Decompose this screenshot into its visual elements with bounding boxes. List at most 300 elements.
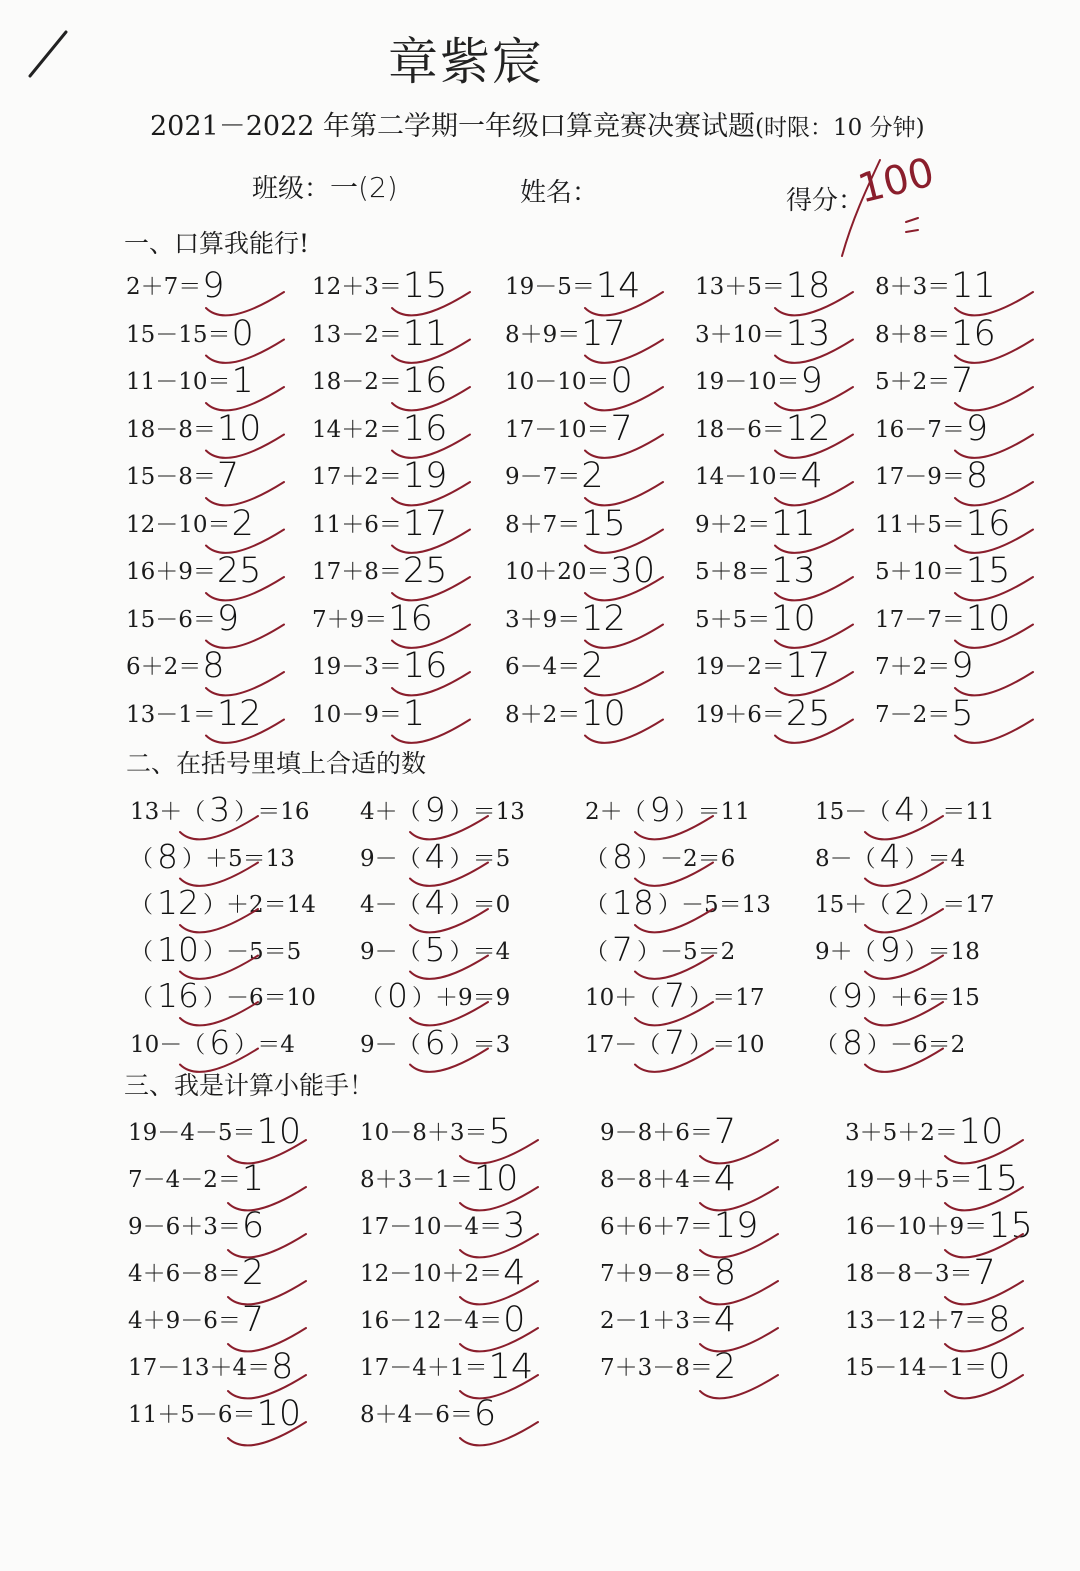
problem-prefix: 4－（ — [360, 892, 421, 918]
mixed-calc-problem — [128, 1253, 264, 1293]
student-answer: 9 — [216, 598, 240, 639]
problem-expression: 17－4＋1＝ — [360, 1355, 488, 1381]
name-label: 姓名： — [520, 178, 599, 208]
oral-problem — [505, 694, 626, 734]
oral-problem — [875, 266, 996, 306]
problem-suffix: ）＋2＝14 — [203, 892, 316, 918]
problem-prefix: 8－（ — [815, 845, 876, 872]
oral-problem — [875, 314, 996, 354]
oral-problem — [505, 266, 640, 306]
problem-expression: 17－10－4＝ — [360, 1214, 503, 1240]
fill-blank-problem — [585, 930, 735, 969]
mixed-calc-problem — [600, 1300, 736, 1340]
problem-expression: 8＋8＝ — [875, 321, 951, 348]
problem-expression: 17－10＝ — [505, 416, 610, 443]
problem-expression: 19－3＝ — [312, 654, 402, 680]
student-answer: 4 — [879, 836, 901, 876]
mixed-calc-problem — [360, 1300, 525, 1340]
problem-prefix: 9－（ — [360, 938, 421, 965]
mixed-calc-problem — [845, 1112, 1003, 1152]
mixed-calc-problem — [845, 1253, 996, 1293]
problem-expression: 7－2＝ — [875, 701, 951, 728]
problem-prefix: 17－（ — [585, 1031, 661, 1058]
oral-problem — [126, 456, 239, 496]
oral-problem — [875, 551, 1010, 591]
oral-problem — [695, 504, 816, 544]
student-answer: 8 — [842, 1022, 863, 1062]
oral-problem — [126, 551, 261, 591]
oral-problem — [875, 409, 988, 449]
fill-blank-problem — [360, 837, 510, 876]
student-answer: 1 — [241, 1159, 265, 1199]
problem-expression: 6＋2＝ — [126, 654, 202, 680]
student-answer: 25 — [785, 693, 831, 734]
fill-blank-problem — [815, 837, 965, 876]
mixed-calc-problem — [128, 1112, 301, 1152]
problem-prefix: （ — [130, 938, 153, 965]
fill-blank-problem — [815, 883, 995, 922]
problem-expression: 16＋9＝ — [126, 559, 216, 585]
oral-problem — [312, 314, 447, 354]
fill-blank-problem — [815, 790, 995, 829]
problem-suffix: ）＝4 — [234, 1031, 295, 1058]
student-answer: 2 — [581, 456, 604, 496]
student-answer: 7 — [610, 408, 633, 449]
oral-problem — [312, 504, 447, 544]
oral-problem — [312, 551, 447, 591]
student-answer: 9 — [800, 361, 823, 401]
problem-suffix: ）＝4 — [449, 938, 511, 965]
student-answer: 9 — [965, 408, 989, 449]
student-answer: 10 — [256, 1112, 302, 1152]
problem-expression: 18－8－3＝ — [845, 1261, 973, 1287]
problem-suffix: ）＝17 — [689, 985, 765, 1011]
problem-expression: 3＋9＝ — [505, 606, 581, 633]
student-answer: 7 — [241, 1300, 265, 1340]
oral-problem — [875, 456, 988, 496]
student-answer: 15 — [402, 266, 448, 306]
oral-problem — [695, 694, 830, 734]
problem-expression: 10－10＝ — [505, 369, 610, 395]
student-answer: 16 — [402, 361, 448, 401]
student-answer: 15 — [581, 503, 626, 544]
problem-suffix: ）－6＝10 — [203, 985, 316, 1011]
fill-blank-problem — [130, 976, 316, 1015]
student-answer: 19 — [713, 1206, 759, 1246]
problem-expression: 15－15＝ — [126, 321, 231, 348]
student-answer: 3 — [503, 1206, 526, 1246]
problem-suffix: ）＝11 — [674, 799, 750, 825]
student-answer: 2 — [581, 646, 604, 686]
problem-expression: 10－8＋3＝ — [360, 1120, 488, 1146]
fill-blank-problem — [585, 790, 750, 829]
student-answer: 11 — [951, 266, 996, 306]
problem-expression: 2＋7＝ — [126, 274, 202, 300]
problem-expression: 15－6＝ — [126, 606, 216, 633]
problem-expression: 12－10＋2＝ — [360, 1261, 503, 1287]
fill-blank-problem — [360, 883, 510, 922]
student-answer: 14 — [595, 266, 641, 306]
problem-expression: 19－2＝ — [695, 654, 785, 680]
oral-problem — [126, 504, 254, 544]
student-answer: 10 — [216, 408, 262, 449]
score-mark-dash — [906, 218, 918, 232]
problem-expression: 7－4－2＝ — [128, 1167, 241, 1193]
oral-problem — [505, 599, 626, 639]
mixed-calc-problem — [845, 1300, 1010, 1340]
student-answer: 7 — [216, 456, 240, 496]
fill-blank-problem — [130, 790, 310, 829]
problem-expression: 14＋2＝ — [312, 416, 402, 443]
student-answer: 15 — [988, 1206, 1033, 1246]
problem-expression: 5＋5＝ — [695, 606, 771, 633]
oral-problem — [875, 599, 1010, 639]
student-answer: 16 — [402, 646, 448, 686]
student-answer: 10 — [581, 693, 626, 734]
problem-suffix: ）＋5＝13 — [182, 845, 295, 872]
student-answer: 4 — [424, 836, 446, 876]
student-answer: 8 — [612, 836, 633, 876]
oral-problem — [126, 361, 254, 401]
student-answer: 19 — [402, 456, 448, 496]
problem-suffix: ）＝4 — [904, 845, 966, 872]
student-answer: 2 — [241, 1253, 265, 1293]
fill-blank-problem — [585, 883, 771, 922]
student-answer: 9 — [649, 790, 671, 829]
mixed-calc-problem — [360, 1347, 533, 1387]
student-answer: 8 — [202, 646, 225, 686]
oral-problem — [695, 409, 830, 449]
oral-problem — [312, 646, 447, 686]
problem-expression: 8＋3＝ — [875, 274, 951, 300]
problem-expression: 5＋8＝ — [695, 559, 771, 585]
problem-expression: 13－12＋7＝ — [845, 1308, 988, 1334]
problem-expression: 8＋9＝ — [505, 321, 581, 348]
problem-expression: 16－10＋9＝ — [845, 1214, 988, 1240]
oral-problem — [126, 409, 261, 449]
problem-expression: 15－14－1＝ — [845, 1355, 988, 1381]
student-answer: 0 — [610, 361, 633, 401]
oral-problem — [505, 361, 633, 401]
oral-problem — [695, 456, 823, 496]
problem-prefix: 13＋（ — [130, 799, 206, 825]
student-answer: 9 — [202, 266, 225, 306]
student-answer: 10 — [771, 598, 816, 639]
oral-problem — [505, 551, 655, 591]
student-answer: 0 — [387, 976, 408, 1015]
problem-expression: 6＋6＋7＝ — [600, 1214, 713, 1240]
student-answer: 3 — [209, 790, 231, 829]
problem-expression: 17－9＝ — [875, 464, 965, 490]
problem-prefix: 4＋（ — [360, 799, 421, 825]
problem-expression: 18－2＝ — [312, 369, 402, 395]
student-answer: 9 — [424, 790, 446, 829]
oral-problem — [312, 361, 447, 401]
problem-expression: 7＋3－8＝ — [600, 1355, 713, 1381]
problem-expression: 18－8＝ — [126, 416, 216, 443]
mixed-calc-problem — [600, 1347, 736, 1387]
problem-expression: 11＋5－6＝ — [128, 1402, 256, 1428]
problem-prefix: （ — [815, 985, 838, 1011]
problem-expression: 2－1＋3＝ — [600, 1308, 713, 1334]
problem-expression: 13－1＝ — [126, 701, 216, 728]
mixed-calc-problem — [128, 1206, 264, 1246]
problem-suffix: ）＝13 — [449, 799, 525, 825]
problem-expression: 8＋2＝ — [505, 701, 581, 728]
student-answer: 10 — [256, 1394, 302, 1434]
problem-expression: 9＋2＝ — [695, 511, 771, 538]
oral-problem — [505, 456, 604, 496]
problem-suffix: ）＝17 — [919, 892, 995, 918]
fill-blank-problem — [360, 976, 510, 1015]
problem-prefix: （ — [585, 892, 608, 918]
problem-suffix: ）－2＝6 — [637, 845, 736, 872]
student-answer: 7 — [713, 1112, 737, 1152]
student-answer: 2 — [894, 883, 916, 922]
problem-prefix: 10－（ — [130, 1031, 206, 1058]
problem-expression: 3＋5＋2＝ — [845, 1120, 958, 1146]
student-answer: 9 — [842, 976, 863, 1015]
problem-suffix: ）＝5 — [449, 845, 511, 872]
problem-expression: 13＋5＝ — [695, 274, 785, 300]
problem-prefix: 9＋（ — [815, 938, 876, 965]
mixed-calc-problem — [600, 1112, 736, 1152]
problem-expression: 8＋3－1＝ — [360, 1167, 473, 1193]
problem-prefix: 9－（ — [360, 845, 421, 872]
problem-expression: 9－7＝ — [505, 464, 581, 490]
student-answer: 8 — [157, 836, 178, 876]
fill-blank-problem — [585, 837, 735, 876]
problem-prefix: （ — [360, 985, 383, 1011]
problem-expression: 19－10＝ — [695, 369, 800, 395]
fill-blank-problem — [130, 883, 316, 922]
oral-problem — [126, 646, 225, 686]
problem-expression: 5＋10＝ — [875, 559, 965, 585]
student-answer: 4 — [894, 790, 916, 829]
problem-expression: 6－4＝ — [505, 654, 581, 680]
oral-problem — [126, 694, 261, 734]
problem-expression: 8－8＋4＝ — [600, 1167, 713, 1193]
problem-suffix: ）＝3 — [449, 1031, 511, 1058]
problem-suffix: ）－5＝2 — [637, 938, 736, 965]
student-answer: 10 — [157, 929, 199, 969]
student-answer: 10 — [965, 598, 1011, 639]
student-answer: 5 — [488, 1112, 511, 1152]
student-answer: 12 — [581, 598, 626, 639]
problem-expression: 9－8＋6＝ — [600, 1120, 713, 1146]
problem-expression: 7＋2＝ — [875, 654, 951, 680]
student-answer: 7 — [973, 1253, 996, 1293]
problem-expression: 9－6＋3＝ — [128, 1214, 241, 1240]
student-answer: 10 — [473, 1159, 519, 1199]
student-answer: 2 — [713, 1347, 737, 1387]
problem-suffix: ）－6＝2 — [867, 1031, 966, 1058]
student-answer: 15 — [973, 1159, 1019, 1199]
fill-blank-problem — [130, 1023, 295, 1062]
student-answer: 6 — [241, 1206, 265, 1246]
student-answer: 13 — [785, 313, 831, 354]
student-answer: 4 — [503, 1253, 526, 1293]
section1-title: 一、口算我能行! — [124, 229, 310, 258]
mixed-calc-problem — [360, 1394, 496, 1434]
mixed-calc-problem — [360, 1112, 511, 1152]
problem-expression: 10＋20＝ — [505, 559, 610, 585]
section3-title: 三、我是计算小能手！ — [124, 1071, 375, 1100]
oral-problem — [505, 314, 626, 354]
class-label: 班级： — [252, 174, 331, 204]
problem-expression: 18－6＝ — [695, 416, 785, 443]
title-text: 2021－2022 年第二学期一年级口算竞赛决赛试题 — [150, 111, 756, 142]
student-answer: 0 — [231, 313, 254, 354]
problem-expression: 4＋9－6＝ — [128, 1308, 241, 1334]
student-answer: 16 — [388, 598, 433, 639]
fill-blank-problem — [360, 930, 510, 969]
problem-expression: 15－8＝ — [126, 464, 216, 490]
student-answer: 12 — [216, 693, 262, 734]
problem-prefix: （ — [815, 1031, 838, 1058]
student-answer: 6 — [424, 1022, 446, 1062]
oral-problem — [875, 646, 974, 686]
student-answer: 11 — [771, 503, 816, 544]
mixed-calc-problem — [600, 1159, 736, 1199]
problem-expression: 12＋3＝ — [312, 274, 402, 300]
student-answer: 7 — [664, 1022, 686, 1062]
student-answer: 16 — [951, 313, 996, 354]
mixed-calc-problem — [360, 1206, 525, 1246]
problem-expression: 7＋9－8＝ — [600, 1261, 713, 1287]
fill-blank-problem — [130, 837, 295, 876]
problem-expression: 17＋2＝ — [312, 464, 402, 490]
fill-blank-problem — [360, 790, 525, 829]
student-answer: 25 — [402, 551, 448, 591]
student-answer: 10 — [958, 1112, 1004, 1152]
oral-problem — [126, 599, 239, 639]
student-answer: 8 — [965, 456, 989, 496]
problem-expression: 19－9＋5＝ — [845, 1167, 973, 1193]
problem-suffix: ）＝10 — [689, 1031, 765, 1058]
mixed-calc-problem — [600, 1253, 736, 1293]
class-field — [252, 166, 398, 206]
problem-prefix: （ — [585, 845, 608, 872]
student-answer: 8 — [713, 1253, 737, 1293]
student-answer: 16 — [157, 976, 199, 1015]
student-answer: 17 — [581, 313, 626, 354]
student-name-handwritten: 章紫宸 — [388, 33, 544, 91]
oral-problem — [505, 504, 626, 544]
problem-expression: 17－13＋4＝ — [128, 1355, 271, 1381]
student-answer: 16 — [965, 503, 1011, 544]
student-answer: 5 — [951, 693, 974, 734]
student-answer: 9 — [879, 929, 901, 969]
problem-expression: 8＋7＝ — [505, 511, 581, 538]
problem-expression: 7＋9＝ — [312, 606, 388, 633]
score-label: 得分： — [786, 186, 865, 216]
student-answer: 0 — [503, 1300, 526, 1340]
oral-problem — [505, 646, 604, 686]
oral-problem — [875, 694, 974, 734]
problem-expression: 13－2＝ — [312, 321, 402, 348]
mixed-calc-problem — [845, 1347, 1010, 1387]
student-answer: 0 — [988, 1347, 1011, 1387]
oral-problem — [875, 361, 974, 401]
problem-prefix: 10＋（ — [585, 985, 661, 1011]
problem-expression: 16－7＝ — [875, 416, 965, 443]
problem-expression: 10－9＝ — [312, 701, 402, 728]
problem-prefix: 2＋（ — [585, 799, 646, 825]
problem-expression: 5＋2＝ — [875, 369, 951, 395]
problem-expression: 3＋10＝ — [695, 321, 785, 348]
student-answer: 6 — [473, 1394, 497, 1434]
student-answer: 5 — [424, 929, 446, 969]
mixed-calc-problem — [600, 1206, 758, 1246]
problem-suffix: ）－5＝13 — [658, 892, 771, 918]
student-answer: 12 — [785, 408, 831, 449]
oral-problem — [695, 599, 816, 639]
student-answer: 6 — [209, 1022, 231, 1062]
mixed-calc-problem — [845, 1159, 1018, 1199]
student-answer: 17 — [402, 503, 448, 544]
problem-suffix: ）＋6＝15 — [867, 985, 980, 1011]
oral-problem — [126, 314, 254, 354]
student-answer: 2 — [231, 503, 254, 544]
student-answer: 4 — [424, 883, 446, 922]
student-answer: 18 — [785, 266, 831, 306]
problem-suffix: ）＝11 — [919, 799, 995, 825]
mixed-calc-problem — [128, 1347, 293, 1387]
problem-prefix: （ — [130, 985, 153, 1011]
oral-problem — [312, 456, 447, 496]
oral-problem — [505, 409, 633, 449]
student-answer: 17 — [785, 646, 831, 686]
oral-problem — [695, 361, 823, 401]
student-answer: 16 — [402, 408, 448, 449]
fill-blank-problem — [815, 976, 980, 1015]
student-answer: 30 — [610, 551, 656, 591]
student-answer: 15 — [965, 551, 1011, 591]
oral-problem — [312, 266, 447, 306]
fill-blank-problem — [585, 976, 765, 1015]
student-answer: 4 — [713, 1300, 737, 1340]
time-limit: (时限：10 分钟) — [755, 115, 925, 141]
fill-blank-problem — [585, 1023, 765, 1062]
fill-blank-problem — [815, 930, 980, 969]
problem-expression: 12－10＝ — [126, 511, 231, 538]
oral-problem — [126, 266, 225, 306]
problem-suffix: ）＝0 — [449, 892, 511, 918]
oral-problem — [875, 504, 1010, 544]
fill-blank-problem — [360, 1023, 510, 1062]
problem-prefix: 9－（ — [360, 1031, 421, 1058]
problem-expression: 4＋6－8＝ — [128, 1261, 241, 1287]
class-value: 一(2) — [330, 171, 398, 204]
problem-suffix: ）＝16 — [234, 799, 310, 825]
problem-suffix: ）＝18 — [904, 938, 980, 965]
mixed-calc-problem — [128, 1159, 264, 1199]
problem-prefix: （ — [130, 892, 153, 918]
student-answer: 7 — [664, 976, 686, 1015]
student-answer: 9 — [951, 646, 974, 686]
score-value: 100 — [853, 149, 939, 213]
oral-problem — [312, 694, 425, 734]
problem-prefix: （ — [585, 938, 608, 965]
student-answer: 18 — [612, 883, 654, 922]
student-answer: 7 — [612, 929, 633, 969]
problem-expression: 19－5＝ — [505, 274, 595, 300]
problem-suffix: ）＋9＝9 — [412, 985, 511, 1011]
section2-title: 二、在括号里填上合适的数 — [126, 749, 427, 778]
problem-expression: 8＋4－6＝ — [360, 1402, 473, 1428]
exam-title — [150, 104, 925, 143]
